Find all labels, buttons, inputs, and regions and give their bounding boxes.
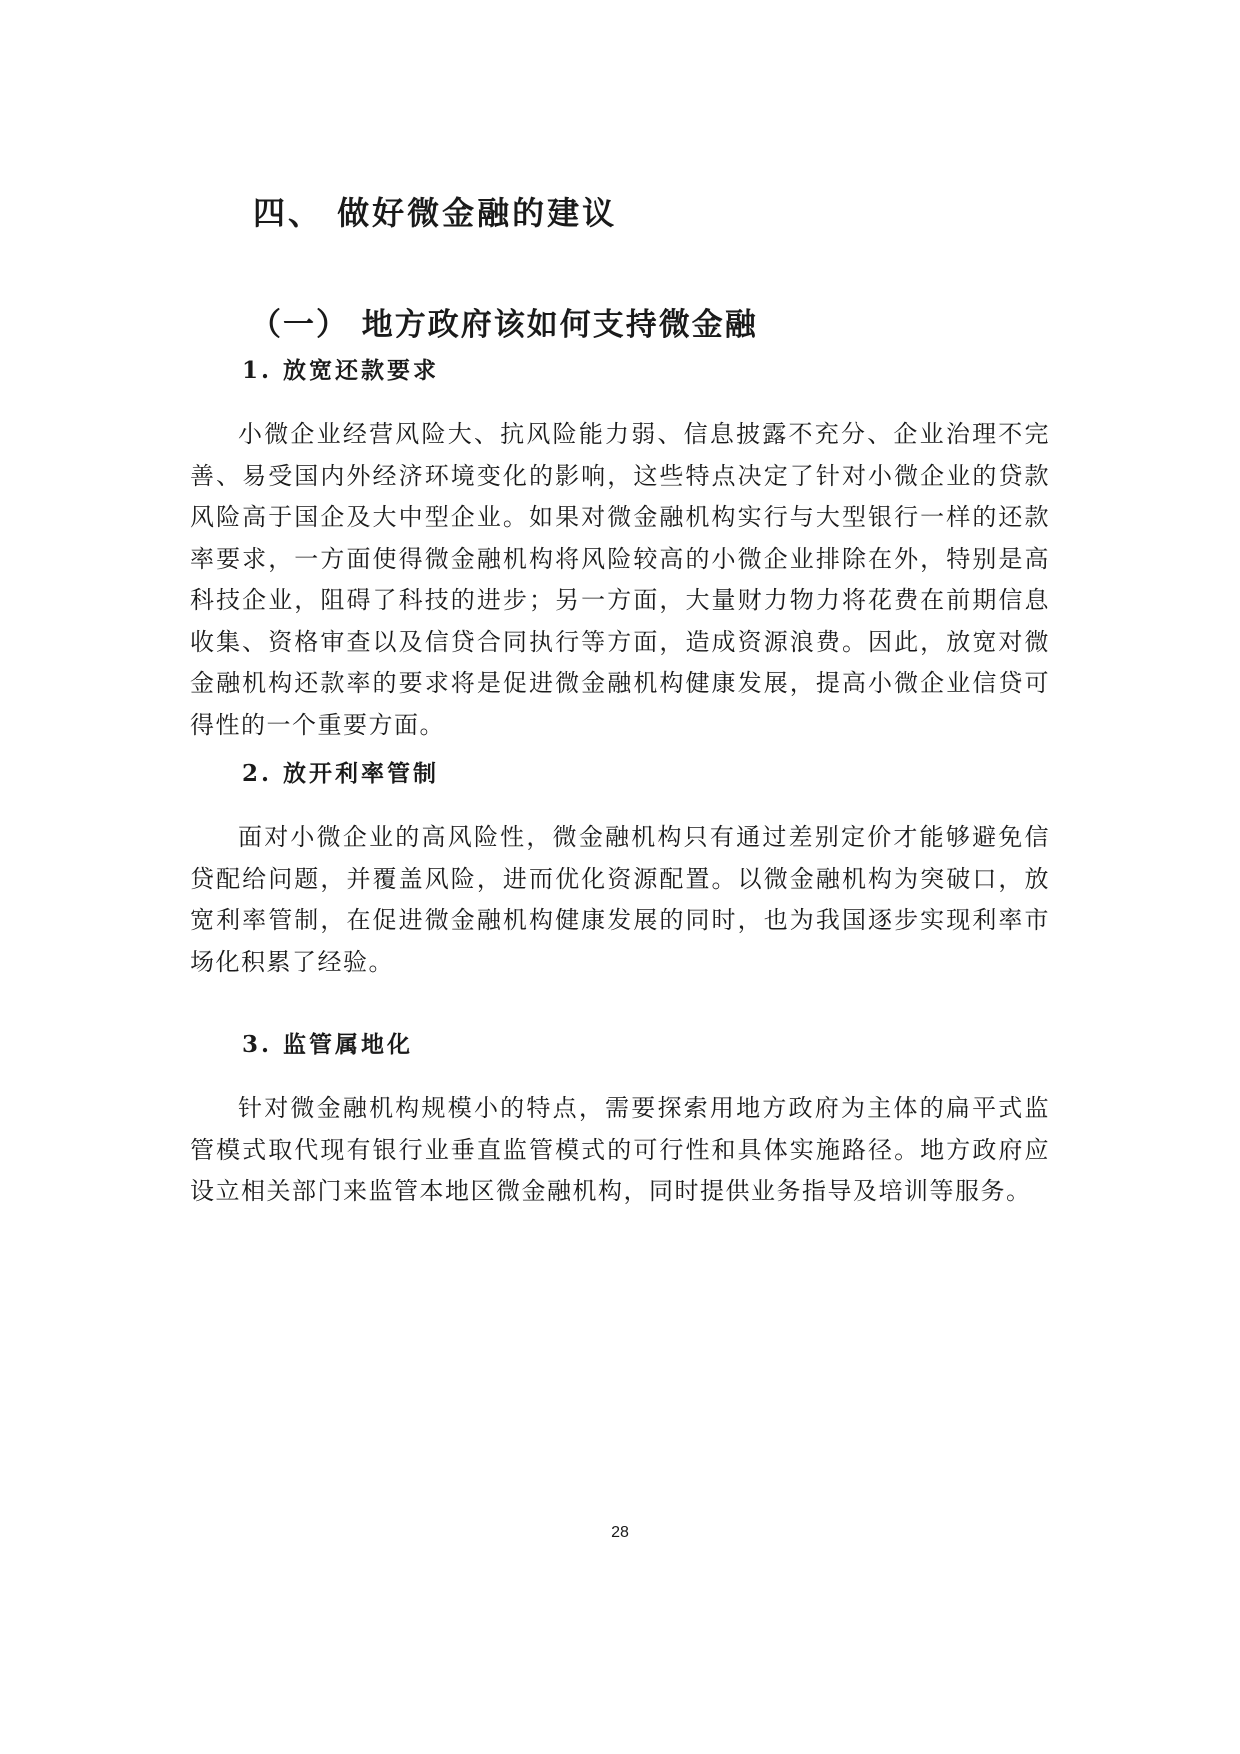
page-number: 28: [611, 1524, 629, 1541]
paragraph-3: 针对微金融机构规模小的特点，需要探索用地方政府为主体的扁平式监管模式取代现有银行业垂直监管模式的可行性和具体实施路径。地方政府应设立相关部门来监管本地区微金融机构，同时提供业务指导及培训等服务。: [190, 1094, 1050, 1205]
subsection-heading-1: 1. 放宽还款要求: [242, 357, 440, 384]
section-title: （一） 地方政府该如何支持微金融: [250, 307, 758, 343]
subsection-heading-3: 3. 监管属地化: [242, 1031, 414, 1058]
paragraph-1: 小微企业经营风险大、抗风险能力弱、信息披露不充分、企业治理不完善、易受国内外经济环境变化的影响，这些特点决定了针对小微企业的贷款风险高于国企及大中型企业。如果对微金融机构实行与大型银行一样的还款率要求，一方面使得微金融机构将风险较高的小微企业排除在外，特别是高科技企业，阻碍了科技的进步；另一方面，大量财力物力将花费在前期信息收集、资格审查以及信贷合同执行等方面，造成资源浪费。因此，放宽对微金融机构还款率的要求将是促进微金融机构健康发展，提高小微企业信贷可得性的一个重要方面。: [190, 420, 1050, 739]
paragraph-2: 面对小微企业的高风险性，微金融机构只有通过差别定价才能够避免信贷配给问题，并覆盖风险，进而优化资源配置。以微金融机构为突破口，放宽利率管制，在促进微金融机构健康发展的同时，也为我国逐步实现利率市场化积累了经验。: [190, 823, 1050, 976]
subsection-heading-2: 2. 放开利率管制: [242, 760, 440, 787]
chapter-title: 四、 做好微金融的建议: [253, 194, 618, 232]
